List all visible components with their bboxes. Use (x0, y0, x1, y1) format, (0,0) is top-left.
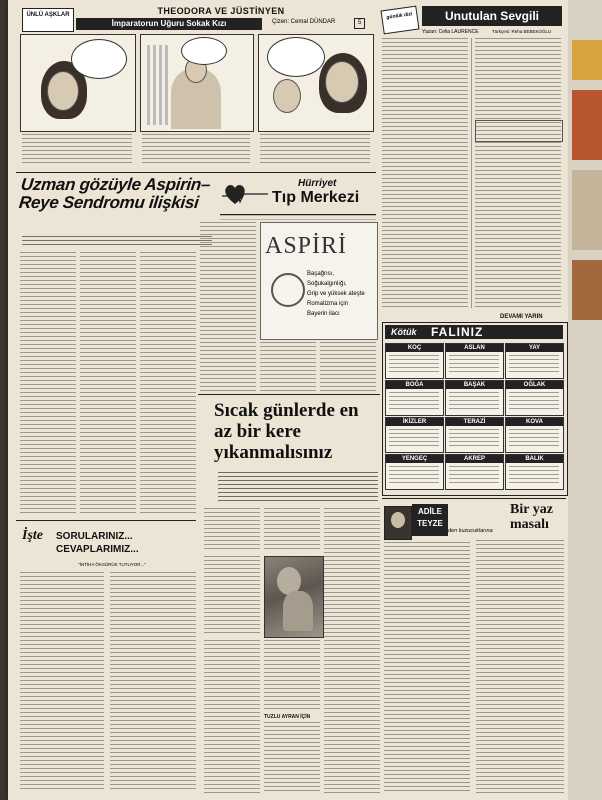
horoscope-sign-5 (445, 380, 504, 416)
horoscope-title: FALINIZ (431, 325, 484, 339)
serial-author: Yazan: Celia LAURENCE (422, 29, 479, 35)
adjacent-page (568, 0, 602, 800)
aspirin-ad-brand: ASPİRİ (265, 233, 348, 259)
comic-title: THEODORA VE JÜSTİNYEN (157, 6, 285, 16)
newspaper-page (8, 0, 568, 800)
horoscope-sign-2 (445, 343, 504, 379)
serial-footer: DEVAMI YARIN (500, 314, 543, 320)
story-title: Bir yaz masalı (510, 502, 553, 532)
aspirin-ad-line-1: Başağrısı, (307, 271, 335, 277)
serial-title: Unutulan Sevgili (444, 9, 539, 23)
heartbeat-icon (222, 182, 268, 208)
health-col-4 (200, 222, 256, 392)
serial-col-2 (475, 38, 561, 308)
tip-merkezi-title: Tıp Merkezi (272, 189, 360, 206)
horoscope-sign-label: BOĞA (386, 381, 443, 389)
bayer-logo-icon (271, 273, 305, 307)
serial-badge (381, 6, 420, 35)
health-col-6 (320, 342, 376, 392)
horoscope-sign-label: KOVA (506, 418, 563, 426)
horoscope-sign-1 (385, 343, 444, 379)
comic-episode: 5 (354, 18, 365, 29)
horoscope-brand: Kötük (391, 327, 417, 337)
aspirin-ad-line-2: Soğukalgınlığı, (307, 281, 347, 287)
comic-subtitle-box (76, 18, 262, 30)
health-col-2 (80, 252, 136, 514)
horoscope-sign-label: BALIK (506, 455, 563, 463)
horoscope-sign-6 (505, 380, 564, 416)
serial-col-1 (382, 38, 468, 308)
horoscope-sign-label: BAŞAK (446, 381, 503, 389)
aspirin-ad-line-3: Grip ve yüksek ateşte (307, 291, 365, 297)
horoscope-sign-11 (445, 454, 504, 490)
health-col-3 (140, 252, 196, 514)
heat-article (200, 396, 380, 798)
horoscope-section (382, 322, 568, 496)
heat-title: Sıcak günlerde en az bir kere yıkanmalısınız (214, 400, 359, 463)
story-brand-line-2: TEYZE (417, 519, 443, 528)
health-col-1 (20, 252, 76, 514)
serial-translator: Türkçesi: Reha BEBEKOĞLU (492, 29, 552, 34)
story-brand-line-1: ADİLE (418, 507, 442, 516)
comic-section-label-text: ÜNLÜ AŞKLAR (26, 12, 70, 18)
horoscope-sign-label: AKREP (446, 455, 503, 463)
comic-section (18, 4, 374, 172)
horoscope-sign-3 (505, 343, 564, 379)
horoscope-sign-8 (445, 417, 504, 453)
tip-merkezi-brand: Hürriyet (298, 178, 337, 189)
qa-section (18, 524, 198, 796)
health-headline-box (20, 176, 216, 234)
horoscope-sign-label: KOÇ (386, 344, 443, 352)
horoscope-sign-9 (505, 417, 564, 453)
qa-subtitle: "İNTİHA ÖKSÜRÜK TUTUYOR..." (78, 562, 146, 567)
horoscope-sign-7 (385, 417, 444, 453)
story-author-photo (384, 506, 412, 540)
heat-photo (264, 556, 324, 638)
aspirin-ad-line-4: Romatizma için (307, 301, 349, 307)
comic-caption-1 (22, 134, 132, 166)
comic-panel-3 (258, 34, 374, 132)
health-title: Uzman gözüyle Aspirin–Reye Sendromu ilişkisi (18, 175, 212, 212)
comic-caption-3 (260, 134, 370, 166)
qa-title: SORULARINIZ... CEVAPLARIMIZ... (56, 531, 139, 555)
qa-brand: İşte (22, 528, 43, 543)
aspirin-ad (260, 222, 378, 340)
horoscope-sign-label: YAY (506, 344, 563, 352)
horoscope-sign-label: ASLAN (446, 344, 503, 352)
serial-badge-text: günlük dizi (386, 11, 413, 21)
horoscope-sign-label: YENGEÇ (386, 455, 443, 463)
serial-section (380, 2, 566, 332)
heat-caption: TUZLU AYRAN İÇİN (264, 714, 311, 720)
story-section (382, 500, 566, 798)
comic-panel-2 (140, 34, 254, 132)
comic-title-bar (76, 6, 366, 32)
story-brand-suffix: den kuzucuklarına (448, 528, 493, 534)
horoscope-sign-label: TERAZİ (446, 418, 503, 426)
horoscope-grid (385, 343, 565, 493)
horoscope-sign-12 (505, 454, 564, 490)
horoscope-sign-label: İKİZLER (386, 418, 443, 426)
comic-subtitle: İmparatorun Uğuru Sokak Kızı (111, 19, 227, 28)
health-col-5 (260, 342, 316, 392)
comic-panel-1 (20, 34, 136, 132)
comic-author: Çizen: Cemal DÜNDAR (272, 19, 336, 25)
tip-merkezi-header (220, 176, 376, 215)
horoscope-sign-10 (385, 454, 444, 490)
aspirin-ad-line-5: Bayerin ilacı (307, 311, 340, 317)
horoscope-sign-4 (385, 380, 444, 416)
comic-caption-2 (142, 134, 250, 166)
comic-section-label (22, 8, 74, 32)
serial-title-box (422, 6, 562, 26)
horoscope-sign-label: OĞLAK (506, 381, 563, 389)
